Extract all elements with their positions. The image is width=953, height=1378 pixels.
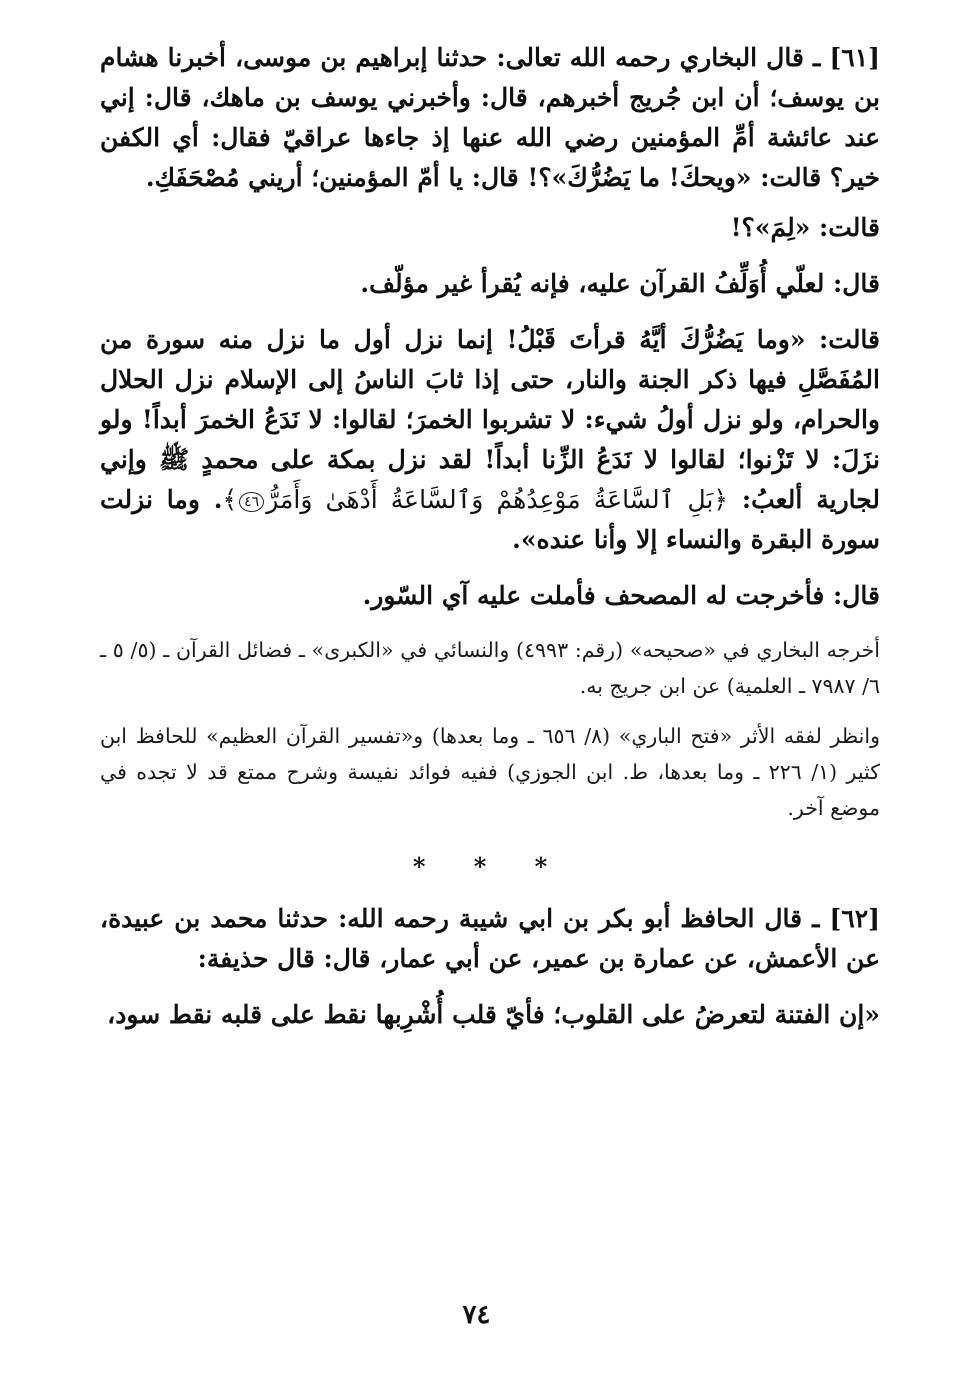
hadith-text: حدثنا إبراهيم بن موسى، أخبرنا هشام بن يوسف؛ أن ابن جُريج أخبرهم، قال: وأخبرني يوسف بن ماهك، قال: إني عند عائشة أمِّ المؤمنين رضي الله عنها إذ جاءها عراقيّ فقال: أي الكفن خير؟ قالت: «ويحكَ! ما يَضُرُّكَ»؟! قال: يا أمّ المؤمنين؛ أريني مُصْحَفَكِ. (100, 43, 880, 192)
hadith-number: [٦٢] (829, 904, 880, 933)
hadith-number: [٦١] (829, 43, 880, 72)
paragraph-qal-2: قال: فأخرجت له المصحف فأملت عليه آي السّور. (362, 581, 880, 610)
paragraph-fitna: «إن الفتنة لتعرضُ على القلوب؛ فأيّ قلب أُشْرِبها نقط على قلبه نقط سود، (107, 1000, 880, 1029)
hadith-62 (100, 899, 880, 979)
hadith-heading: ـ قال الحافظ أبو بكر بن ابي شيبة رحمه الله: (338, 904, 820, 933)
paragraph-qal-1: قال: لعلّي أُوَلِّفُ القرآن عليه، فإنه يُقرأ غير مؤلّف. (360, 269, 880, 298)
paragraph-qalat-1: قالت: «لِمَ»؟! (730, 213, 880, 242)
page-content (100, 38, 880, 1035)
quran-verse: ﴿بَلِ ٱلسَّاعَةُ مَوْعِدُهُمْ وَٱلسَّاعَةُ أَدْهَىٰ وَأَمَرُّ (266, 485, 728, 514)
page-number: ٧٤ (462, 1300, 491, 1330)
footnote-source: أخرجه البخاري في «صحيحه» (رقم: ٤٩٩٣) والنسائي في «الكبرى» ـ فضائل القرآن ـ (٥/ ٥ ـ ٦/ ٧٩٨٧ ـ العلمية) عن ابن جريج به. (100, 638, 880, 698)
hadith-text: حدثنا محمد بن عبيدة، عن الأعمش، عن عمارة بن عمير، عن أبي عمار، قال: قال حذيفة: (100, 904, 880, 973)
hadith-61 (100, 38, 880, 198)
paragraph-text: قالت: «وما يَضُرُّكَ أيَّهُ قرأتَ قَبْلُ! إنما نزل أول ما نزل منه سورة من المُفَصَّلِ فيها ذكر الجنة والنار، حتى إذا ثابَ الناسُ إلى الإسلام نزل الحلال والحرام، ولو نزل أولُ شيء: لا تشربوا الخمرَ؛ لقالوا: لا نَدَعُ الخمرَ أبداً! ولو نزَلَ: لا تَزْنوا؛ لقالوا لا نَدَعُ الزِّنا أبداً! لقد نزل بمكة على محمدٍ ﷺ وإني لجارية ألعبُ: (100, 325, 881, 514)
paragraph-qalat-2 (100, 320, 880, 560)
section-separator: * * * (412, 852, 568, 881)
hadith-heading: ـ قال البخاري رحمه الله تعالى: (496, 43, 821, 72)
footnote-further-reading: وانظر لفقه الأثر «فتح الباري» (٨/ ٦٥٦ ـ وما بعدها) و«تفسير القرآن العظيم» للحافظ ابن كثير (١/ ٢٢٦ ـ وما بعدها، ط. ابن الجوزي) ففيه فوائد نفيسة وشرح ممتع قد لا تجده في موضع آخر. (100, 724, 880, 820)
verse-number: ٤٦ (239, 492, 264, 512)
paragraph-text-end: . وما نزلت سورة البقرة والنساء إلا وأنا عنده». (100, 485, 880, 554)
quran-bracket: ﴾ (222, 485, 238, 514)
